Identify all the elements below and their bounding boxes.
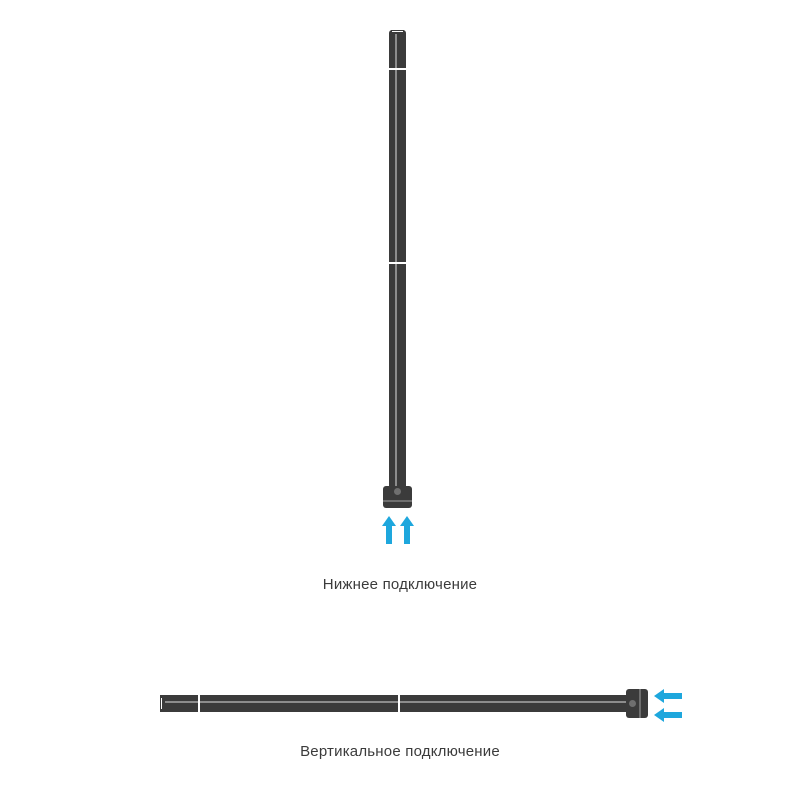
radiator-horizontal-end-cap [160,697,163,710]
radiator-vertical-top-cap [391,30,404,33]
radiator-vertical-joint-upper [389,68,406,70]
radiator-horizontal-fitting-seam [639,689,641,718]
figure-horizontal-radiator [0,620,800,800]
radiator-horizontal-joint-left [198,695,200,712]
radiator-vertical-fitting-seam [383,500,412,502]
radiator-horizontal-joint-middle [398,695,400,712]
radiator-horizontal-fitting-port [629,700,636,707]
caption-bottom-connection: Нижнее подключение [322,576,478,593]
radiator-vertical-joint-middle [389,262,406,264]
radiator-vertical-fitting-port [394,488,401,495]
caption-vertical-connection: Вертикальное подключение [300,743,500,760]
